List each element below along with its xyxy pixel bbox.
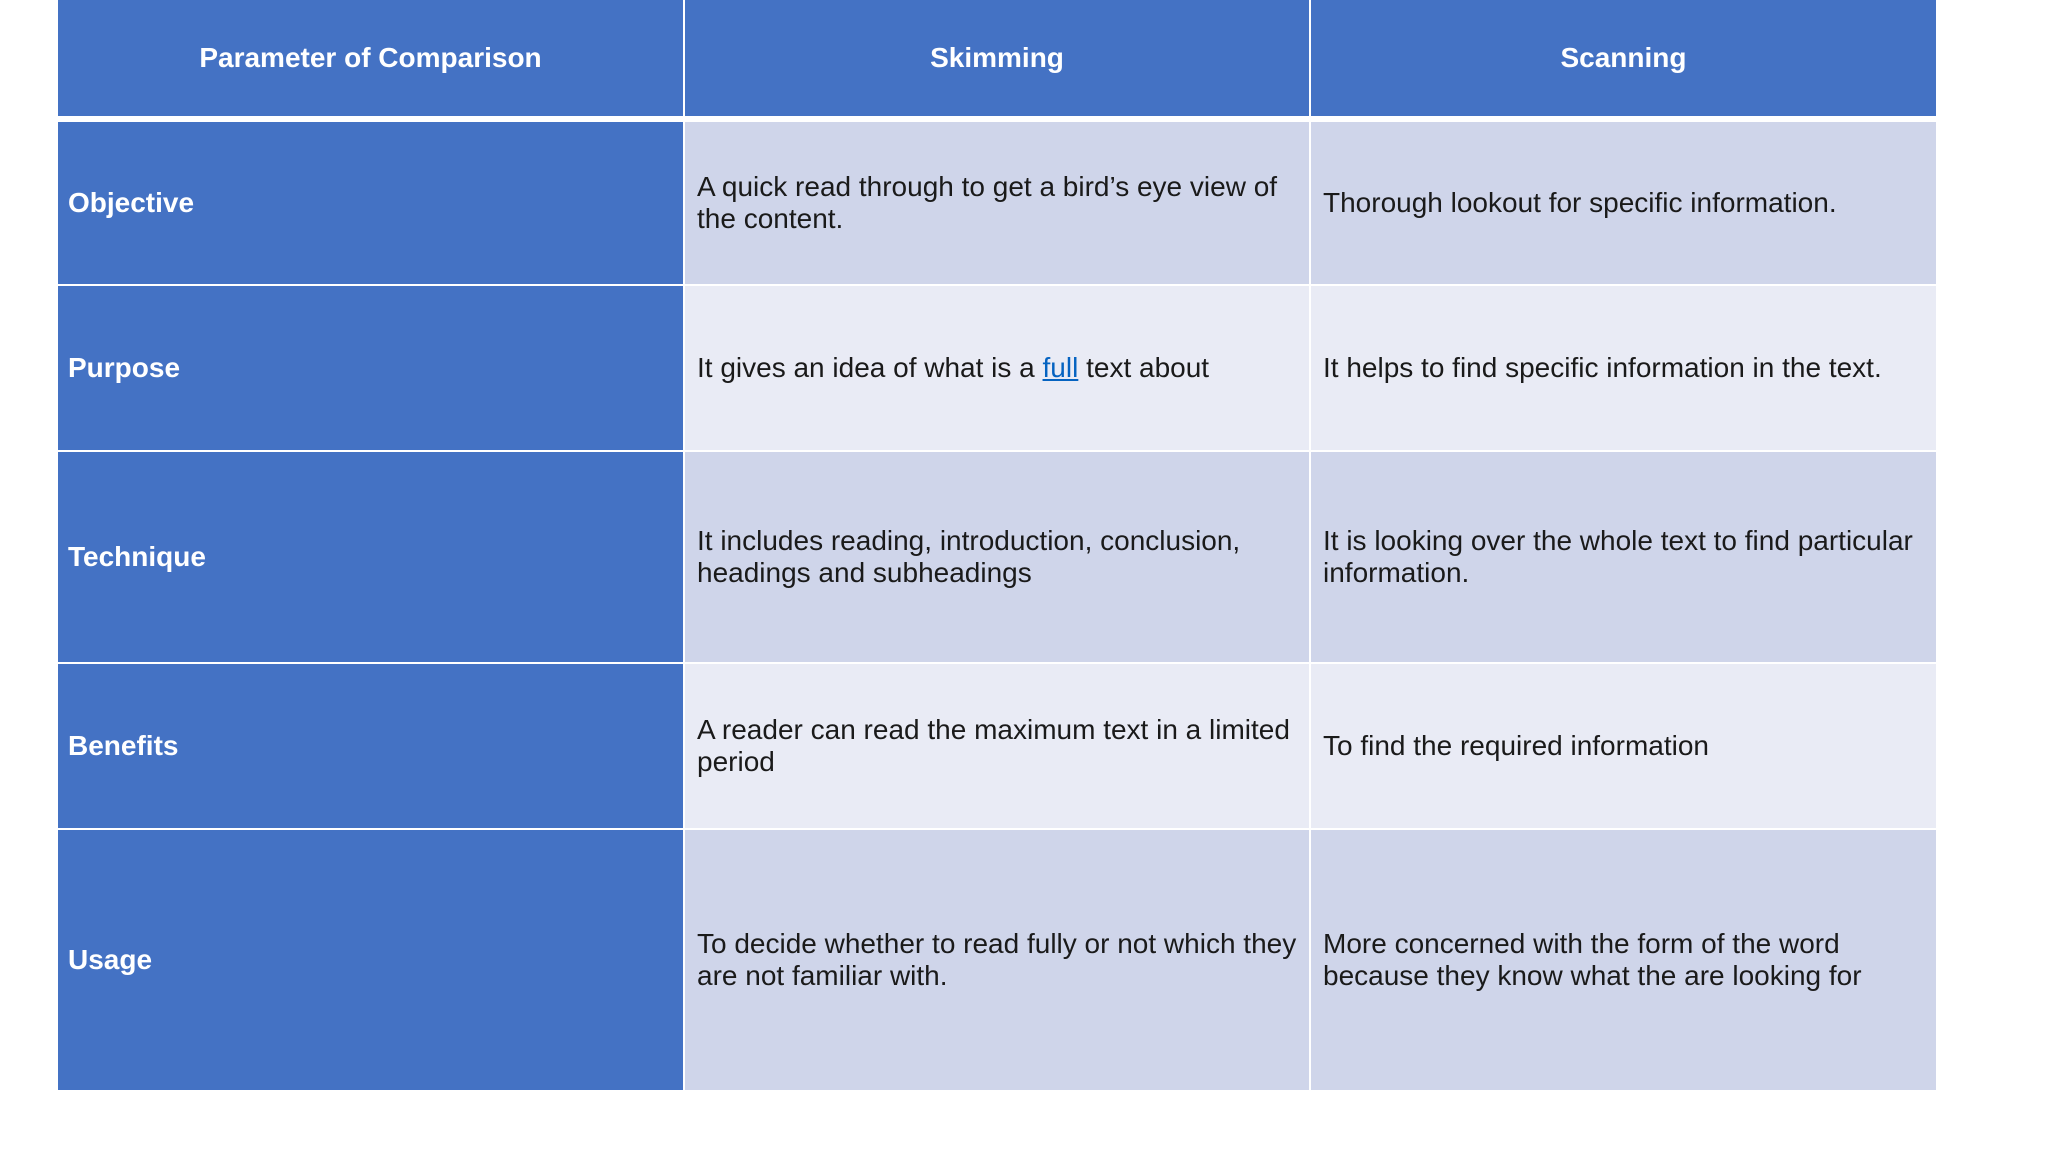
cell-objective-skimming: A quick read through to get a bird’s eye view of the content. — [684, 119, 1310, 285]
comparison-table — [58, 0, 1936, 1092]
purpose-text-before: It gives an idea of what is a — [697, 351, 1043, 383]
cell-technique-skimming: It includes reading, introduction, conclusion, headings and subheadings — [684, 451, 1310, 663]
table-row-benefits — [58, 663, 1936, 829]
row-label-purpose: Purpose — [58, 285, 684, 451]
cell-usage-scanning: More concerned with the form of the word because they know what the are looking for — [1310, 829, 1936, 1091]
header-skimming: Skimming — [684, 0, 1310, 119]
table-row-technique — [58, 451, 1936, 663]
cell-technique-scanning: It is looking over the whole text to find particular information. — [1310, 451, 1936, 663]
row-label-objective: Objective — [58, 119, 684, 285]
row-label-technique: Technique — [58, 451, 684, 663]
table-row-usage — [58, 829, 1936, 1091]
row-label-usage: Usage — [58, 829, 684, 1091]
header-scanning: Scanning — [1310, 0, 1936, 119]
cell-benefits-scanning: To find the required information — [1310, 663, 1936, 829]
cell-purpose-scanning: It helps to find specific information in the text. — [1310, 285, 1936, 451]
table-row-purpose — [58, 285, 1936, 451]
cell-usage-skimming: To decide whether to read fully or not which they are not familiar with. — [684, 829, 1310, 1091]
full-link[interactable]: full — [1042, 351, 1079, 383]
cell-purpose-skimming — [684, 285, 1310, 451]
header-parameter: Parameter of Comparison — [58, 0, 684, 119]
purpose-text-after: text about — [1078, 351, 1210, 383]
cell-objective-scanning: Thorough lookout for specific information. — [1310, 119, 1936, 285]
table-row-objective — [58, 119, 1936, 285]
cell-benefits-skimming: A reader can read the maximum text in a limited period — [684, 663, 1310, 829]
table-header-row — [58, 0, 1936, 119]
row-label-benefits: Benefits — [58, 663, 684, 829]
